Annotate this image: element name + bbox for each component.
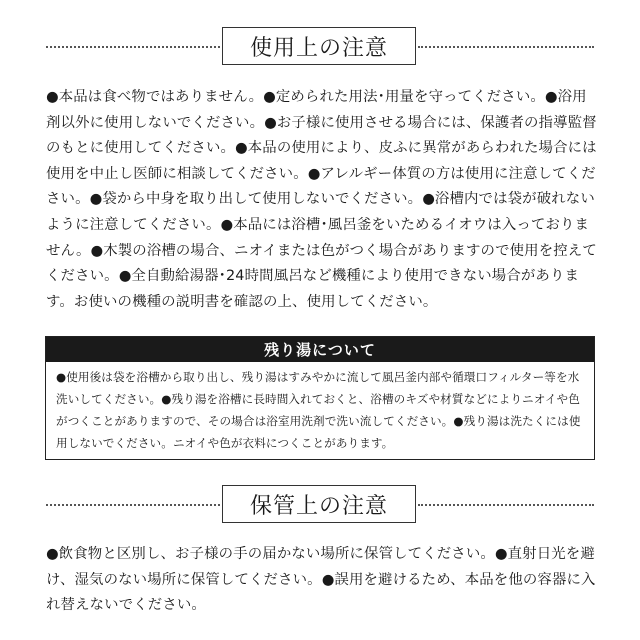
storage-heading: [222, 485, 416, 523]
storage-heading-row: [46, 485, 594, 525]
leftover-notice-title-text: 残り湯について: [264, 341, 376, 359]
dotted-divider-right: [418, 46, 594, 48]
leftover-notice-body: ●使用後は袋を浴槽から取り出し、残り湯はすみやかに流して風呂釜内部や循環口フィルター等を水洗いしてください。●残り湯を浴槽に長時間入れておくと、浴槽のキズや材質などによりニオイや色がつくことがありますので、その場合は浴室用洗剤で洗い流してください。●残り湯は洗たくには使用しないでください。ニオイや色が衣料につくことがあります。: [56, 370, 581, 450]
usage-heading-row: [46, 27, 594, 67]
dotted-divider-right: [418, 504, 594, 506]
storage-heading-text: 保管上の注意: [249, 493, 388, 519]
dotted-divider-left: [46, 46, 220, 48]
storage-paragraph: ●飲食物と区別し、お子様の手の届かない場所に保管してください。●直射日光を避け、湿気のない場所に保管してください。●誤用を避けるため、本品を他の容器に入れ替えないでください。: [46, 546, 596, 614]
dotted-divider-left: [46, 504, 220, 506]
usage-heading-text: 使用上の注意: [249, 35, 388, 61]
leftover-notice-title: [46, 337, 594, 362]
leftover-notice-box: [45, 336, 595, 460]
usage-heading: [222, 27, 416, 65]
usage-paragraph: ●本品は食べ物ではありません。●定められた用法･用量を守ってください。●浴用剤以外に使用しないでください。●お子様に使用させる場合には、保護者の指導監督のもとに使用してください。●本品の使用により、皮ふに異常があらわれた場合には使用を中止し医師に相談してください。●アレルギー体質の方は使用に注意してください。●袋から中身を取り出して使用しないでください。●浴槽内では袋が破れないように注意してください。●本品には浴槽･風呂釜をいためるイオウは入っておりません。●木製の浴槽の場合、ニオイまたは色がつく場合がありますので使用を控えてください。●全自動給湯器･24時間風呂など機種により使用できない場合があります。お使いの機種の説明書を確認の上、使用してください。: [46, 89, 597, 310]
